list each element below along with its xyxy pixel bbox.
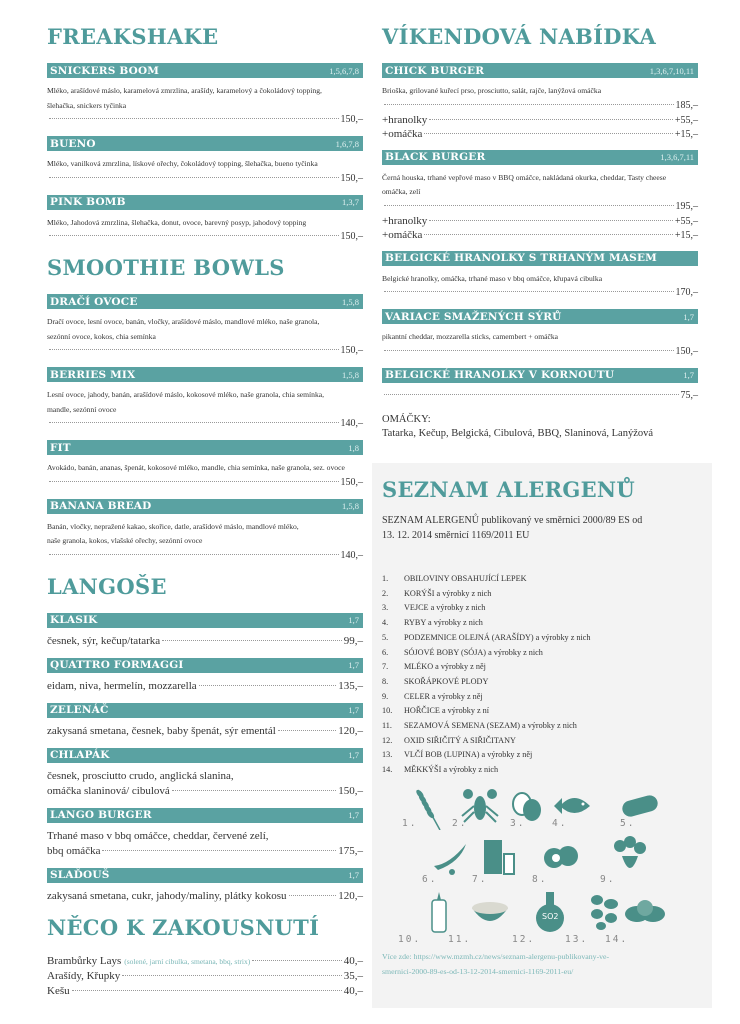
item-description: Avokádo, banán, ananas, špenát, kokosové mléko, mandle, chia semínka, naše granola, sez. ovoce	[47, 463, 345, 472]
allergen-icon-item	[600, 836, 644, 884]
item-header	[47, 294, 363, 309]
dot-leader	[289, 895, 337, 896]
item-label: Arašídy, Křupky	[47, 969, 121, 982]
allergen-icon-item	[512, 890, 566, 945]
allergen-number: 11.	[382, 721, 392, 731]
item-name: SLAĎOUŠ	[50, 869, 110, 881]
price: 170,–	[675, 287, 698, 298]
allergen-name: SKOŘÁPKOVÉ PLODY	[404, 676, 489, 686]
allergen-icon-item	[422, 836, 466, 884]
allergen-icon-item	[542, 786, 586, 834]
menu-item-berries-mix	[47, 367, 363, 431]
dot-leader	[429, 220, 673, 221]
item-description: naše granola, kokos, vlašské ořechy, sezónní ovoce	[47, 536, 203, 545]
item-label: Kešu	[47, 984, 70, 997]
allergen-codes: 1,7	[348, 660, 359, 670]
dot-leader	[122, 975, 342, 976]
allergen-icon-item	[398, 890, 456, 945]
item-description: šlehačka, snickers tyčinka	[47, 100, 127, 110]
allergen-codes: 1,7	[348, 705, 359, 715]
allergen-item	[382, 704, 702, 719]
section-smoothie-bowls	[47, 253, 363, 563]
item-description: Belgické hranolky, omáčka, trhané maso v bbq omáčce, křupavá cibulka	[382, 273, 603, 283]
price: 99,–	[343, 634, 363, 647]
price: 150,–	[340, 476, 363, 488]
item-description: Mléko, vanilková zmrzlina, lískové ořechy, čokoládový topping, šlehačka, bueno tyčinka	[47, 159, 318, 168]
price: +15,–	[674, 229, 698, 241]
item-name: LANGO BURGER	[50, 809, 152, 821]
allergen-intro	[382, 513, 702, 543]
allergen-name: PODZEMNICE OLEJNÁ (ARAŠÍDY) a výrobky z nich	[404, 632, 591, 642]
item-name: BELGICKÉ HRANOLKY S TRHANÝM MASEM	[385, 252, 657, 264]
item-label: omáčka slaninová/ cibulová	[47, 784, 170, 797]
allergen-name: MĚKKÝŠI a výrobky z nich	[404, 765, 499, 775]
item-header	[382, 368, 698, 383]
allergen-icons	[382, 786, 702, 946]
dot-leader	[384, 394, 679, 395]
sesame-icon	[470, 890, 510, 934]
price-row	[47, 549, 363, 563]
allergen-item	[382, 660, 702, 675]
price: 150,–	[340, 172, 363, 184]
intro-line: SEZNAM ALERGENŮ publikovaný ve směrnici 2000/89 ES od	[382, 515, 643, 526]
allergen-icon-number: 7.	[472, 873, 488, 885]
item-header	[47, 613, 363, 628]
section-title: FREAKSHAKE	[47, 24, 219, 49]
price-row	[47, 172, 363, 186]
allergen-icon-number: 8.	[532, 873, 548, 885]
allergen-number: 3.	[382, 603, 389, 613]
price-row	[47, 417, 363, 431]
price: 150,–	[340, 345, 363, 356]
item-header	[47, 808, 363, 823]
price: 135,–	[338, 679, 363, 692]
allergen-number: 7.	[382, 662, 389, 672]
menu-item-belgicke-hranolky-v-kornoutu	[382, 368, 698, 403]
allergen-list	[382, 572, 702, 778]
more-info-link[interactable]	[382, 949, 702, 979]
allergen-codes: 1,3,6,7,10,11	[649, 65, 694, 76]
price: 40,–	[343, 954, 363, 967]
price-row	[382, 99, 698, 113]
price-row	[382, 389, 698, 403]
menu-item-banana-bread	[47, 499, 363, 563]
item-header	[47, 703, 363, 718]
item-label: eidam, niva, hermelín, mozzarella	[47, 679, 197, 692]
allergen-icon-number: 4.	[552, 817, 568, 829]
allergen-codes: 1,3,6,7,11	[660, 152, 694, 162]
item-name: BELGICKÉ HRANOLKY V KORNOUTU	[385, 369, 615, 381]
allergen-icon-number: 2.	[452, 817, 468, 829]
item-header	[47, 868, 363, 883]
price: 75,–	[680, 389, 698, 401]
price: +15,–	[674, 128, 698, 140]
allergen-title: SEZNAM ALERGENŮ	[382, 477, 636, 502]
price: 150,–	[675, 345, 698, 357]
section-langose	[47, 572, 363, 904]
allergen-number: 4.	[382, 618, 389, 628]
allergen-icon-number: 13.	[565, 933, 589, 945]
menu-item-black-burger	[382, 150, 698, 242]
item-description: sezónní ovoce, kokos, chia semínka	[47, 331, 156, 341]
item-description: Trhané maso v bbq omáčce, cheddar, červené zelí,	[47, 829, 269, 842]
item-description: Mléko, Jahodová zmrzlina, šlehačka, donut, ovoce, barevný posyp, jahodový topping	[47, 217, 307, 227]
allergen-icon-number: 1.	[402, 817, 418, 829]
allergen-number: 8.	[382, 676, 389, 686]
allergen-icon-number: 14.	[605, 933, 629, 945]
allergen-icon-number: 6.	[422, 873, 438, 885]
section-title: LANGOŠE	[47, 573, 167, 599]
allergen-icon-item	[605, 890, 661, 945]
allergen-icon-item	[402, 786, 446, 834]
allergen-item	[382, 748, 702, 763]
allergen-number: 14.	[382, 765, 393, 775]
item-label: bbq omáčka	[47, 844, 101, 857]
price-row	[47, 230, 363, 244]
item-label: česnek, sýr, kečup/tatarka	[47, 634, 161, 647]
menu-item-fit	[47, 440, 363, 490]
item-header	[47, 136, 363, 151]
extra-option	[382, 113, 698, 127]
dot-leader	[72, 990, 342, 991]
allergen-icon-number: 3.	[510, 817, 526, 829]
extra-option	[382, 228, 698, 242]
allergen-item	[382, 690, 702, 705]
item-description: omáčka, zelí	[382, 187, 421, 196]
item-name: SNICKERS BOOM	[50, 64, 160, 77]
allergen-item	[382, 616, 702, 631]
allergen-name: KORÝŠI a výrobky z nich	[404, 588, 492, 598]
item-description: česnek, prosciutto crudo, anglická slanina,	[47, 769, 234, 782]
price: 35,–	[343, 969, 363, 982]
right-column	[382, 22, 698, 441]
item-header	[47, 195, 363, 210]
item-header	[47, 748, 363, 763]
dot-leader	[424, 133, 672, 134]
section-neco-k-zakousnuti	[47, 913, 363, 999]
allergen-icon-item	[610, 786, 654, 834]
item-name: QUATTRO FORMAGGI	[50, 659, 184, 671]
allergen-item	[382, 719, 702, 734]
item-description-price	[47, 634, 363, 649]
price: 175,–	[338, 844, 363, 857]
dot-leader	[49, 481, 339, 482]
dot-leader	[278, 730, 336, 731]
item-name: FIT	[50, 441, 71, 454]
dot-leader	[429, 119, 673, 120]
item-header	[382, 63, 698, 78]
allergen-number: 13.	[382, 750, 393, 760]
price-row	[47, 113, 363, 127]
allergen-number: 9.	[382, 691, 389, 701]
section-vikendova-nabidka	[382, 22, 698, 403]
item-name: VARIACE SMAŽENÝCH SÝRŮ	[385, 310, 562, 323]
menu-item-sladous	[47, 868, 363, 904]
section-title: VÍKENDOVÁ NABÍDKA	[382, 24, 657, 49]
allergen-codes: 1,8	[348, 442, 359, 453]
allergen-codes: 1,7	[348, 615, 359, 625]
mollusc-icon	[625, 890, 665, 934]
item-header	[47, 367, 363, 382]
menu-item-zelenac	[47, 703, 363, 739]
item-description-price	[47, 844, 363, 859]
menu-item-quattro-formaggi	[47, 658, 363, 694]
allergen-icon-number: 10.	[398, 933, 422, 945]
item-label: +omáčka	[382, 228, 423, 241]
menu-item-variace-smazenych-syru	[382, 309, 698, 359]
price-row	[382, 286, 698, 300]
dot-leader	[49, 554, 339, 555]
price: 40,–	[343, 984, 363, 997]
allergen-name: MLÉKO a výrobky z něj	[404, 662, 486, 672]
mustard-icon	[420, 890, 460, 934]
allergen-icon-number: 9.	[600, 873, 616, 885]
item-label: zakysaná smetana, cukr, jahody/maliny, plátky kokosu	[47, 889, 287, 902]
sauces-heading: OMÁČKY:	[382, 413, 431, 425]
dot-leader	[424, 234, 672, 235]
item-label: Brambůrky Lays	[47, 954, 122, 967]
allergen-name: RYBY a výrobky z nich	[404, 618, 483, 628]
menu-item-bueno	[47, 136, 363, 186]
so2-text: SO2	[542, 911, 559, 921]
allergen-codes: 1,7	[348, 870, 359, 880]
item-name: ZELENÁČ	[50, 704, 109, 716]
allergen-icon-item	[500, 786, 544, 834]
price: 140,–	[340, 549, 363, 561]
item-description: mandle, sezónní ovoce	[47, 404, 117, 414]
item-header	[382, 309, 698, 324]
menu-item-pink-bomb	[47, 195, 363, 245]
item-header	[382, 150, 698, 165]
intro-line: 13. 12. 2014 směrnicí 1169/2011 EU	[382, 530, 530, 541]
price: 195,–	[675, 200, 698, 212]
menu-item-lango-burger	[47, 808, 363, 859]
allergen-name: SÓJOVÉ BOBY (SÓJA) a výrobky z nich	[404, 647, 543, 657]
price: 150,–	[338, 784, 363, 797]
dot-leader	[199, 685, 337, 686]
dot-leader	[162, 640, 342, 641]
item-name: CHLAPÁK	[50, 749, 110, 761]
item-header	[47, 658, 363, 673]
allergen-codes: 1,7	[348, 750, 359, 760]
item-description-price	[47, 784, 363, 799]
link-line[interactable]: smernici-2000-89-es-od-13-12-2014-smernici-1169-2011-eu/	[382, 966, 574, 976]
item-description: Brioška, grilované kuřecí prso, prosciutto, salát, rajče, lanýžová omáčka	[382, 86, 602, 95]
item-name: KLASIK	[50, 614, 98, 626]
dot-leader	[49, 235, 339, 236]
allergen-item	[382, 601, 702, 616]
menu-item-snickers-boom	[47, 63, 363, 127]
item-description-price	[47, 679, 363, 694]
extra-option	[382, 127, 698, 141]
allergen-number: 10.	[382, 706, 393, 716]
section-title: NĚCO K ZAKOUSNUTÍ	[47, 914, 320, 940]
item-label: +hranolky	[382, 214, 428, 227]
item-name: BUENO	[50, 137, 96, 150]
left-column	[47, 22, 363, 999]
item-label: +omáčka	[382, 127, 423, 140]
item-description: Banán, vločky, nepražené kakao, skořice, datle, arašídové máslo, mandlové mléko,	[47, 521, 299, 531]
allergen-item	[382, 675, 702, 690]
item-label: +hranolky	[382, 113, 428, 126]
price: +55,–	[674, 215, 698, 227]
allergen-name: CELER a výrobky z něj	[404, 691, 483, 701]
sauces-list: Tatarka, Kečup, Belgická, Cibulová, BBQ, Slaninová, Lanýžová	[382, 427, 654, 439]
dot-leader	[49, 118, 339, 119]
allergen-icon-number: 12.	[512, 933, 536, 945]
allergen-number: 5.	[382, 632, 389, 642]
dot-leader	[384, 350, 674, 351]
allergen-item	[382, 646, 702, 661]
section-title: SMOOTHIE BOWLS	[47, 255, 285, 280]
allergen-item	[382, 631, 702, 646]
item-name: BERRIES MIX	[50, 368, 136, 381]
allergen-number: 2.	[382, 588, 389, 598]
allergen-codes: 1,5,6,7,8	[329, 65, 359, 76]
allergen-codes: 1,5,8	[342, 501, 359, 511]
item-description: Dračí ovoce, lesní ovoce, banán, vločky, arašídové máslo, mandlové mléko, naše granola,	[47, 317, 320, 326]
menu-item	[47, 969, 363, 984]
menu-item-draci-ovoce	[47, 294, 363, 358]
menu-item-klasik	[47, 613, 363, 649]
item-name: DRAČÍ OVOCE	[50, 295, 138, 308]
price: 120,–	[338, 889, 363, 902]
allergen-item	[382, 763, 702, 778]
item-note: (solené, jarní cibulka, smetana, bbq, strix)	[124, 956, 251, 966]
allergen-icon-item	[452, 786, 496, 834]
item-header	[47, 440, 363, 455]
allergen-codes: 1,7	[683, 311, 694, 322]
allergen-number: 12.	[382, 735, 393, 745]
menu-item	[47, 984, 363, 999]
item-label: zakysaná smetana, česnek, baby špenát, sýr ementál	[47, 724, 276, 737]
menu-item-chick-burger	[382, 63, 698, 141]
allergen-name: VEJCE a výrobky z nich	[404, 603, 486, 613]
dot-leader	[172, 790, 336, 791]
allergen-item	[382, 734, 702, 749]
allergen-codes: 1,7	[348, 810, 359, 820]
item-description: Černá houska, trhané vepřové maso v BBQ omáčce, nakládaná okurka, cheddar, Tasty cheese	[382, 172, 667, 182]
dot-leader	[384, 104, 674, 105]
price: 185,–	[675, 99, 698, 111]
allergen-codes: 1,7	[683, 370, 694, 380]
menu-item-belgicke-hranolky-s-trhanym-masem	[382, 251, 698, 301]
allergen-name: VLČÍ BOB (LUPINA) a výrobky z něj	[404, 750, 533, 760]
dot-leader	[384, 291, 674, 292]
item-name: CHICK BURGER	[385, 64, 485, 77]
item-description-price	[47, 724, 363, 739]
allergen-icon-item	[448, 890, 506, 945]
menu-item	[47, 954, 363, 969]
price: 120,–	[338, 724, 363, 737]
price: 150,–	[340, 231, 363, 242]
item-description-price	[47, 889, 363, 904]
allergen-icon-item	[532, 836, 576, 884]
allergen-codes: 1,3,7	[342, 197, 359, 207]
allergen-name: OXID SIŘIČITÝ A SIŘIČITANY	[404, 735, 516, 745]
allergen-icon-number: 5.	[620, 817, 636, 829]
item-name: BLACK BURGER	[385, 151, 486, 163]
price: +55,–	[674, 114, 698, 126]
allergen-item	[382, 587, 702, 602]
allergen-codes: 1,5,8	[342, 296, 359, 307]
allergen-name: HOŘČICE a výrobky z ní	[404, 706, 490, 716]
dot-leader	[49, 349, 339, 350]
item-header	[47, 63, 363, 78]
dot-leader	[49, 177, 339, 178]
menu-item-chlapak	[47, 748, 363, 799]
allergen-name: SEZAMOVÁ SEMENA (SEZAM) a výrobky z nich	[404, 721, 577, 731]
price-row	[382, 200, 698, 214]
dot-leader	[252, 960, 342, 961]
price-row	[47, 476, 363, 490]
allergen-codes: 1,5,8	[342, 369, 359, 380]
price: 150,–	[340, 114, 363, 125]
item-header	[382, 251, 698, 266]
allergen-section	[382, 475, 702, 979]
item-description: Mléko, arašídové máslo, karamelová zmrzlina, arašídy, karamelový a čokoládový topping,	[47, 86, 322, 95]
price-row	[382, 345, 698, 359]
item-name: BANANA BREAD	[50, 500, 152, 512]
allergen-name: OBILOVINY OBSAHUJÍCÍ LEPEK	[404, 574, 527, 583]
allergen-item	[382, 572, 702, 587]
allergen-number: 1.	[382, 574, 389, 583]
dot-leader	[102, 850, 336, 851]
allergen-icon-number: 11.	[448, 933, 472, 945]
dot-leader	[384, 205, 674, 206]
allergen-icon-item	[472, 836, 516, 884]
item-description: Lesní ovoce, jahody, banán, arašídové máslo, kokosové mléko, naše granola, chia semínka,	[47, 390, 325, 399]
dot-leader	[49, 422, 339, 423]
price: 140,–	[340, 418, 363, 429]
allergen-number: 6.	[382, 647, 389, 657]
link-line[interactable]: Více zde: https://www.mzmh.cz/news/seznam-alergenu-publikovany-ve-	[382, 951, 610, 961]
item-description: pikantní cheddar, mozzarella sticks, camembert + omáčka	[382, 332, 559, 341]
item-header	[47, 499, 363, 514]
extra-option	[382, 214, 698, 228]
price-row	[47, 344, 363, 358]
section-freakshake	[47, 22, 363, 244]
allergen-codes: 1,6,7,8	[335, 138, 359, 149]
item-name: PINK BOMB	[50, 196, 126, 208]
